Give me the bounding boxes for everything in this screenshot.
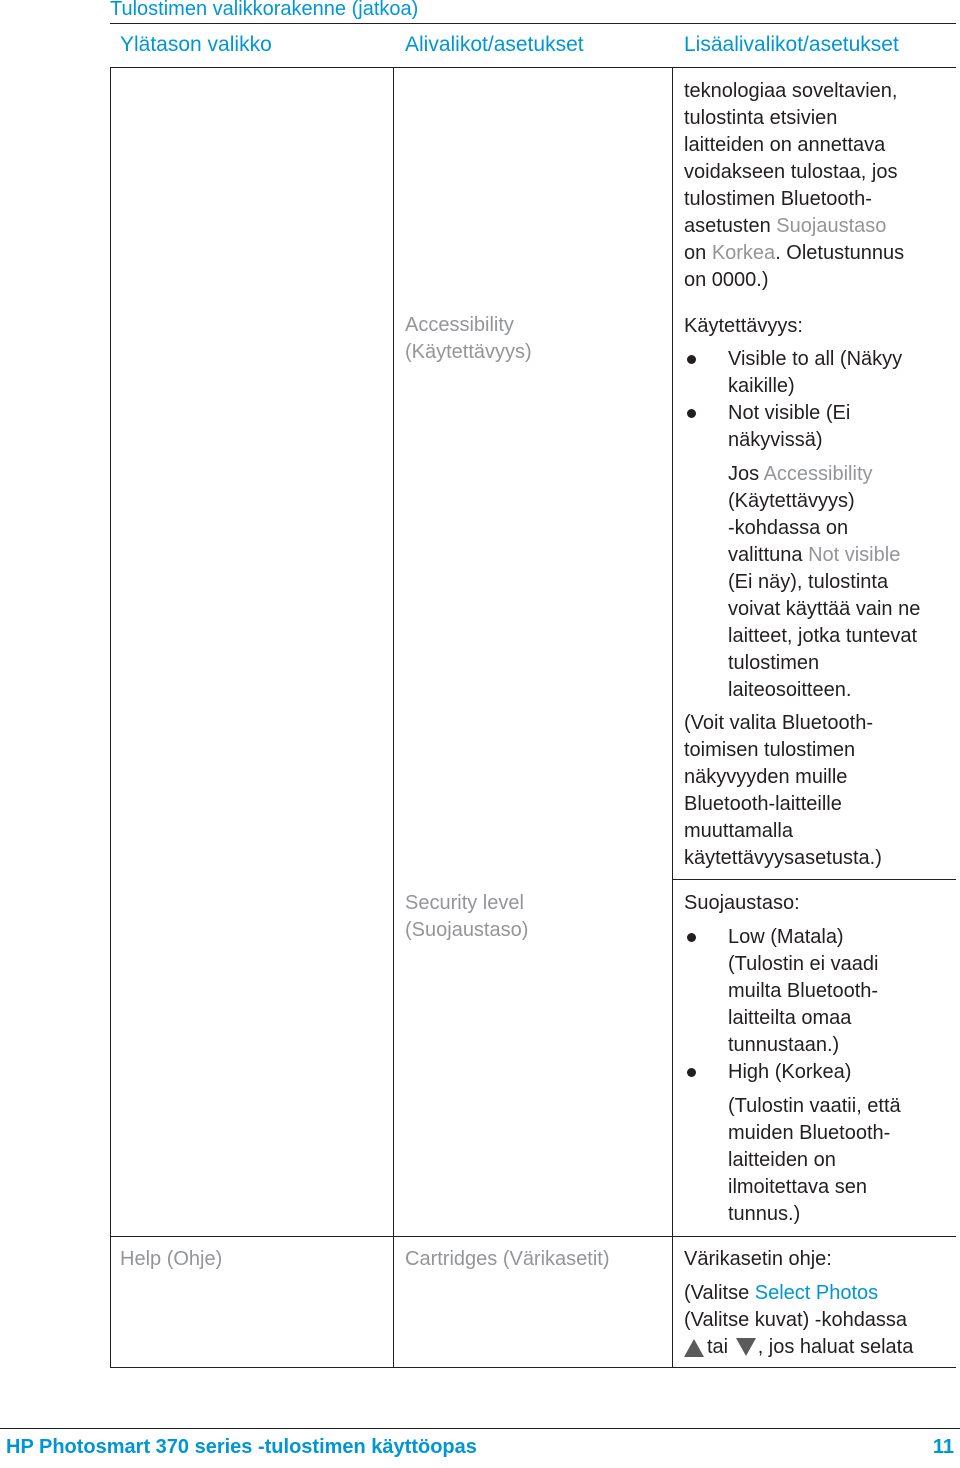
page-number: 11 (932, 1436, 954, 1458)
table-top-rule (110, 23, 956, 24)
bullet-icon (687, 355, 696, 364)
option-not-visible: Not visible (Ei näkyvissä) (728, 402, 851, 451)
header-bottom-rule (110, 67, 956, 68)
column-divider-left (110, 67, 111, 1367)
menu-help: Help (Ohje) (120, 1248, 223, 1270)
footer-rule (0, 1428, 960, 1429)
footer-title: HP Photosmart 370 series -tulostimen käyttöopas (6, 1436, 477, 1458)
table-bottom-rule (110, 1367, 956, 1368)
table-caption: Tulostimen valikkorakenne (jatkoa) (110, 0, 419, 20)
submenu-cartridges: Cartridges (Värikasetit) (405, 1248, 610, 1270)
option-high-note: (Tulostin vaatii, että muiden Bluetooth- laitteiden on ilmoitettava sen tunnus.) (728, 1095, 901, 1225)
down-triangle-icon (736, 1338, 756, 1356)
accessibility-paragraph: (Voit valita Bluetooth- toimisen tulostimen näkyvyyden muille Bluetooth-laitteille muuttamalla käytettävyysasetusta.) (684, 712, 882, 869)
setting-name-korkea: Korkea (711, 242, 776, 264)
select-photos-label: Select Photos (754, 1282, 879, 1304)
submenu-security-level: Security level (Suojaustaso) (405, 892, 529, 941)
cartridge-help-text: (Valitse Select Photos (Valitse kuvat) -kohdassa tai , jos haluat selata (684, 1282, 914, 1358)
accessibility-note: Jos Accessibility (Käytettävyys) -kohdassa on valittuna Not visible (Ei näy), tulostinta voivat käyttää vain ne laitteet, jotka tuntevat tulostimen laiteosoitteen. (728, 463, 921, 701)
setting-name-suojaustaso: Suojaustaso (776, 215, 887, 237)
submenu-accessibility: Accessibility (Käytettävyys) (405, 314, 532, 363)
column-divider-2 (672, 67, 673, 1367)
option-low: Low (Matala) (Tulostin ei vaadi muilta Bluetooth- laitteilta omaa tunnustaan.) (728, 926, 879, 1056)
up-triangle-icon (684, 1339, 704, 1357)
cartridge-help-title: Värikasetin ohje: (684, 1248, 832, 1270)
option-visible-to-all: Visible to all (Näkyy kaikille) (728, 348, 903, 397)
header-top-menu: Ylätason valikko (120, 33, 272, 56)
bullet-icon (687, 409, 696, 418)
security-title: Suojaustaso: (684, 892, 800, 914)
bullet-icon (687, 933, 696, 942)
column-divider-1 (393, 67, 394, 1367)
header-submenus: Alivalikot/asetukset (405, 33, 584, 56)
row-rule-security (672, 879, 956, 880)
accessibility-title: Käytettävyys: (684, 315, 803, 337)
option-high: High (Korkea) (728, 1061, 852, 1083)
row-rule-help (110, 1236, 956, 1237)
header-additional-submenus: Lisäalivalikot/asetukset (684, 33, 899, 56)
bullet-icon (687, 1068, 696, 1077)
continued-text: teknologiaa soveltavien, tulostinta etsivien laitteiden on annettava voidakseen tulostaa, jos tulostimen Bluetooth- asetusten Suojaustaso on Korkea. Oletustunnus on 0000.) (684, 80, 905, 291)
